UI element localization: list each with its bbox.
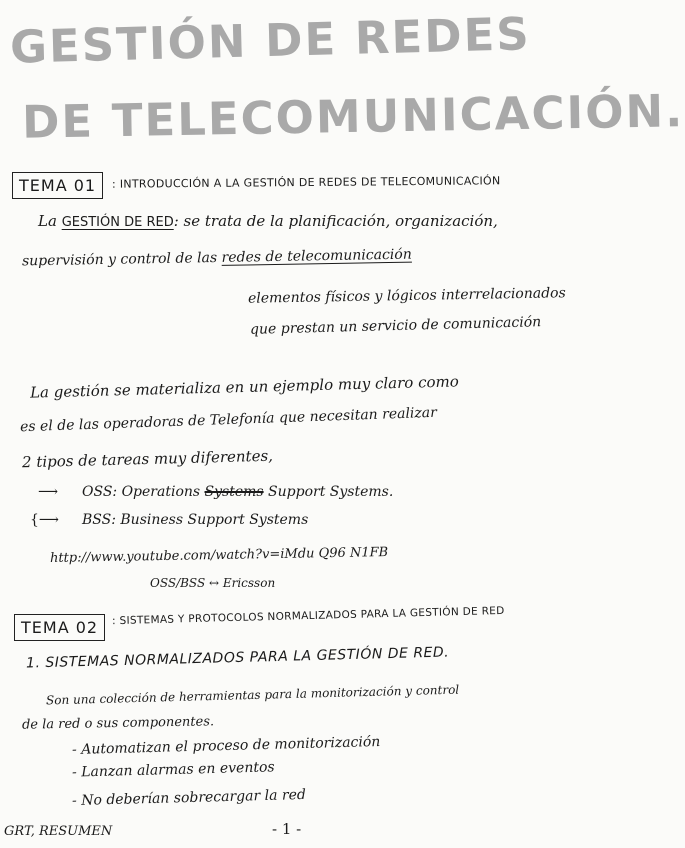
video-url: http://www.youtube.com/watch?v=iMdu Q96 N1FB: [49, 545, 389, 566]
definition-rest: : se trata de la planificación, organización,: [173, 212, 498, 230]
tema-02-box: TEMA 02: [14, 614, 105, 641]
page-title-line1: GESTIÓN DE REDES: [9, 7, 532, 74]
footer-label: GRT, RESUMEN: [4, 824, 113, 839]
tema-01-box: TEMA 01: [12, 172, 103, 199]
bss-arrow-icon: {⟶: [30, 512, 59, 528]
definition-prefix: La: [38, 212, 57, 230]
oss-struck-word: Systems: [204, 484, 264, 500]
tema-02-subheading: 1. SISTEMAS NORMALIZADOS PARA LA GESTIÓN DE RED.: [25, 644, 450, 672]
bss-line: BSS: Business Support Systems: [82, 512, 309, 528]
bullet-2: - Lanzan alarmas en eventos: [71, 759, 275, 781]
tema-02-heading: : SISTEMAS Y PROTOCOLOS NORMALIZADOS PARA LA GESTIÓN DE RED: [111, 604, 505, 628]
paragraph-2-line-3: 2 tipos de tareas muy diferentes,: [21, 446, 274, 472]
oss-rest: Support Systems.: [268, 484, 394, 500]
page-title-line2: DE TELECOMUNICACIÓN.: [21, 84, 685, 149]
definition-term: GESTIÓN DE RED: [61, 215, 174, 230]
bullet-1: - Automatizan el proceso de monitorización: [71, 733, 381, 759]
definition-line-4: que prestan un servicio de comunicación: [249, 314, 542, 338]
definition-line-3: elementos físicos y lógicos interrelacionados: [247, 285, 566, 307]
oss-bss-note: OSS/BSS ↔ Ericsson: [150, 576, 276, 590]
oss-line: [82, 484, 393, 500]
oss-label: OSS: Operations: [82, 484, 201, 500]
tema-02-line-2: de la red o sus componentes.: [21, 714, 215, 733]
definition-line-1: [38, 212, 498, 230]
paragraph-2-line-2: es el de las operadoras de Telefonía que necesitan realizar: [19, 404, 438, 436]
page-number: - 1 -: [272, 820, 302, 838]
bullet-3: - No deberían sobrecargar la red: [71, 786, 307, 810]
definition-line-2a: supervisión y control de las: [21, 249, 218, 270]
tema-02-line-1: Son una colección de herramientas para la monitorización y control: [45, 682, 460, 708]
definition-line-2: [22, 247, 412, 270]
paragraph-2-line-1: La gestión se materializa en un ejemplo muy claro como: [29, 372, 459, 402]
tema-01-heading: : INTRODUCCIÓN A LA GESTIÓN DE REDES DE TELECOMUNICACIÓN: [111, 174, 501, 191]
definition-line-2b: redes de telecomunicación: [221, 246, 412, 266]
oss-arrow-icon: ⟶: [38, 484, 59, 500]
